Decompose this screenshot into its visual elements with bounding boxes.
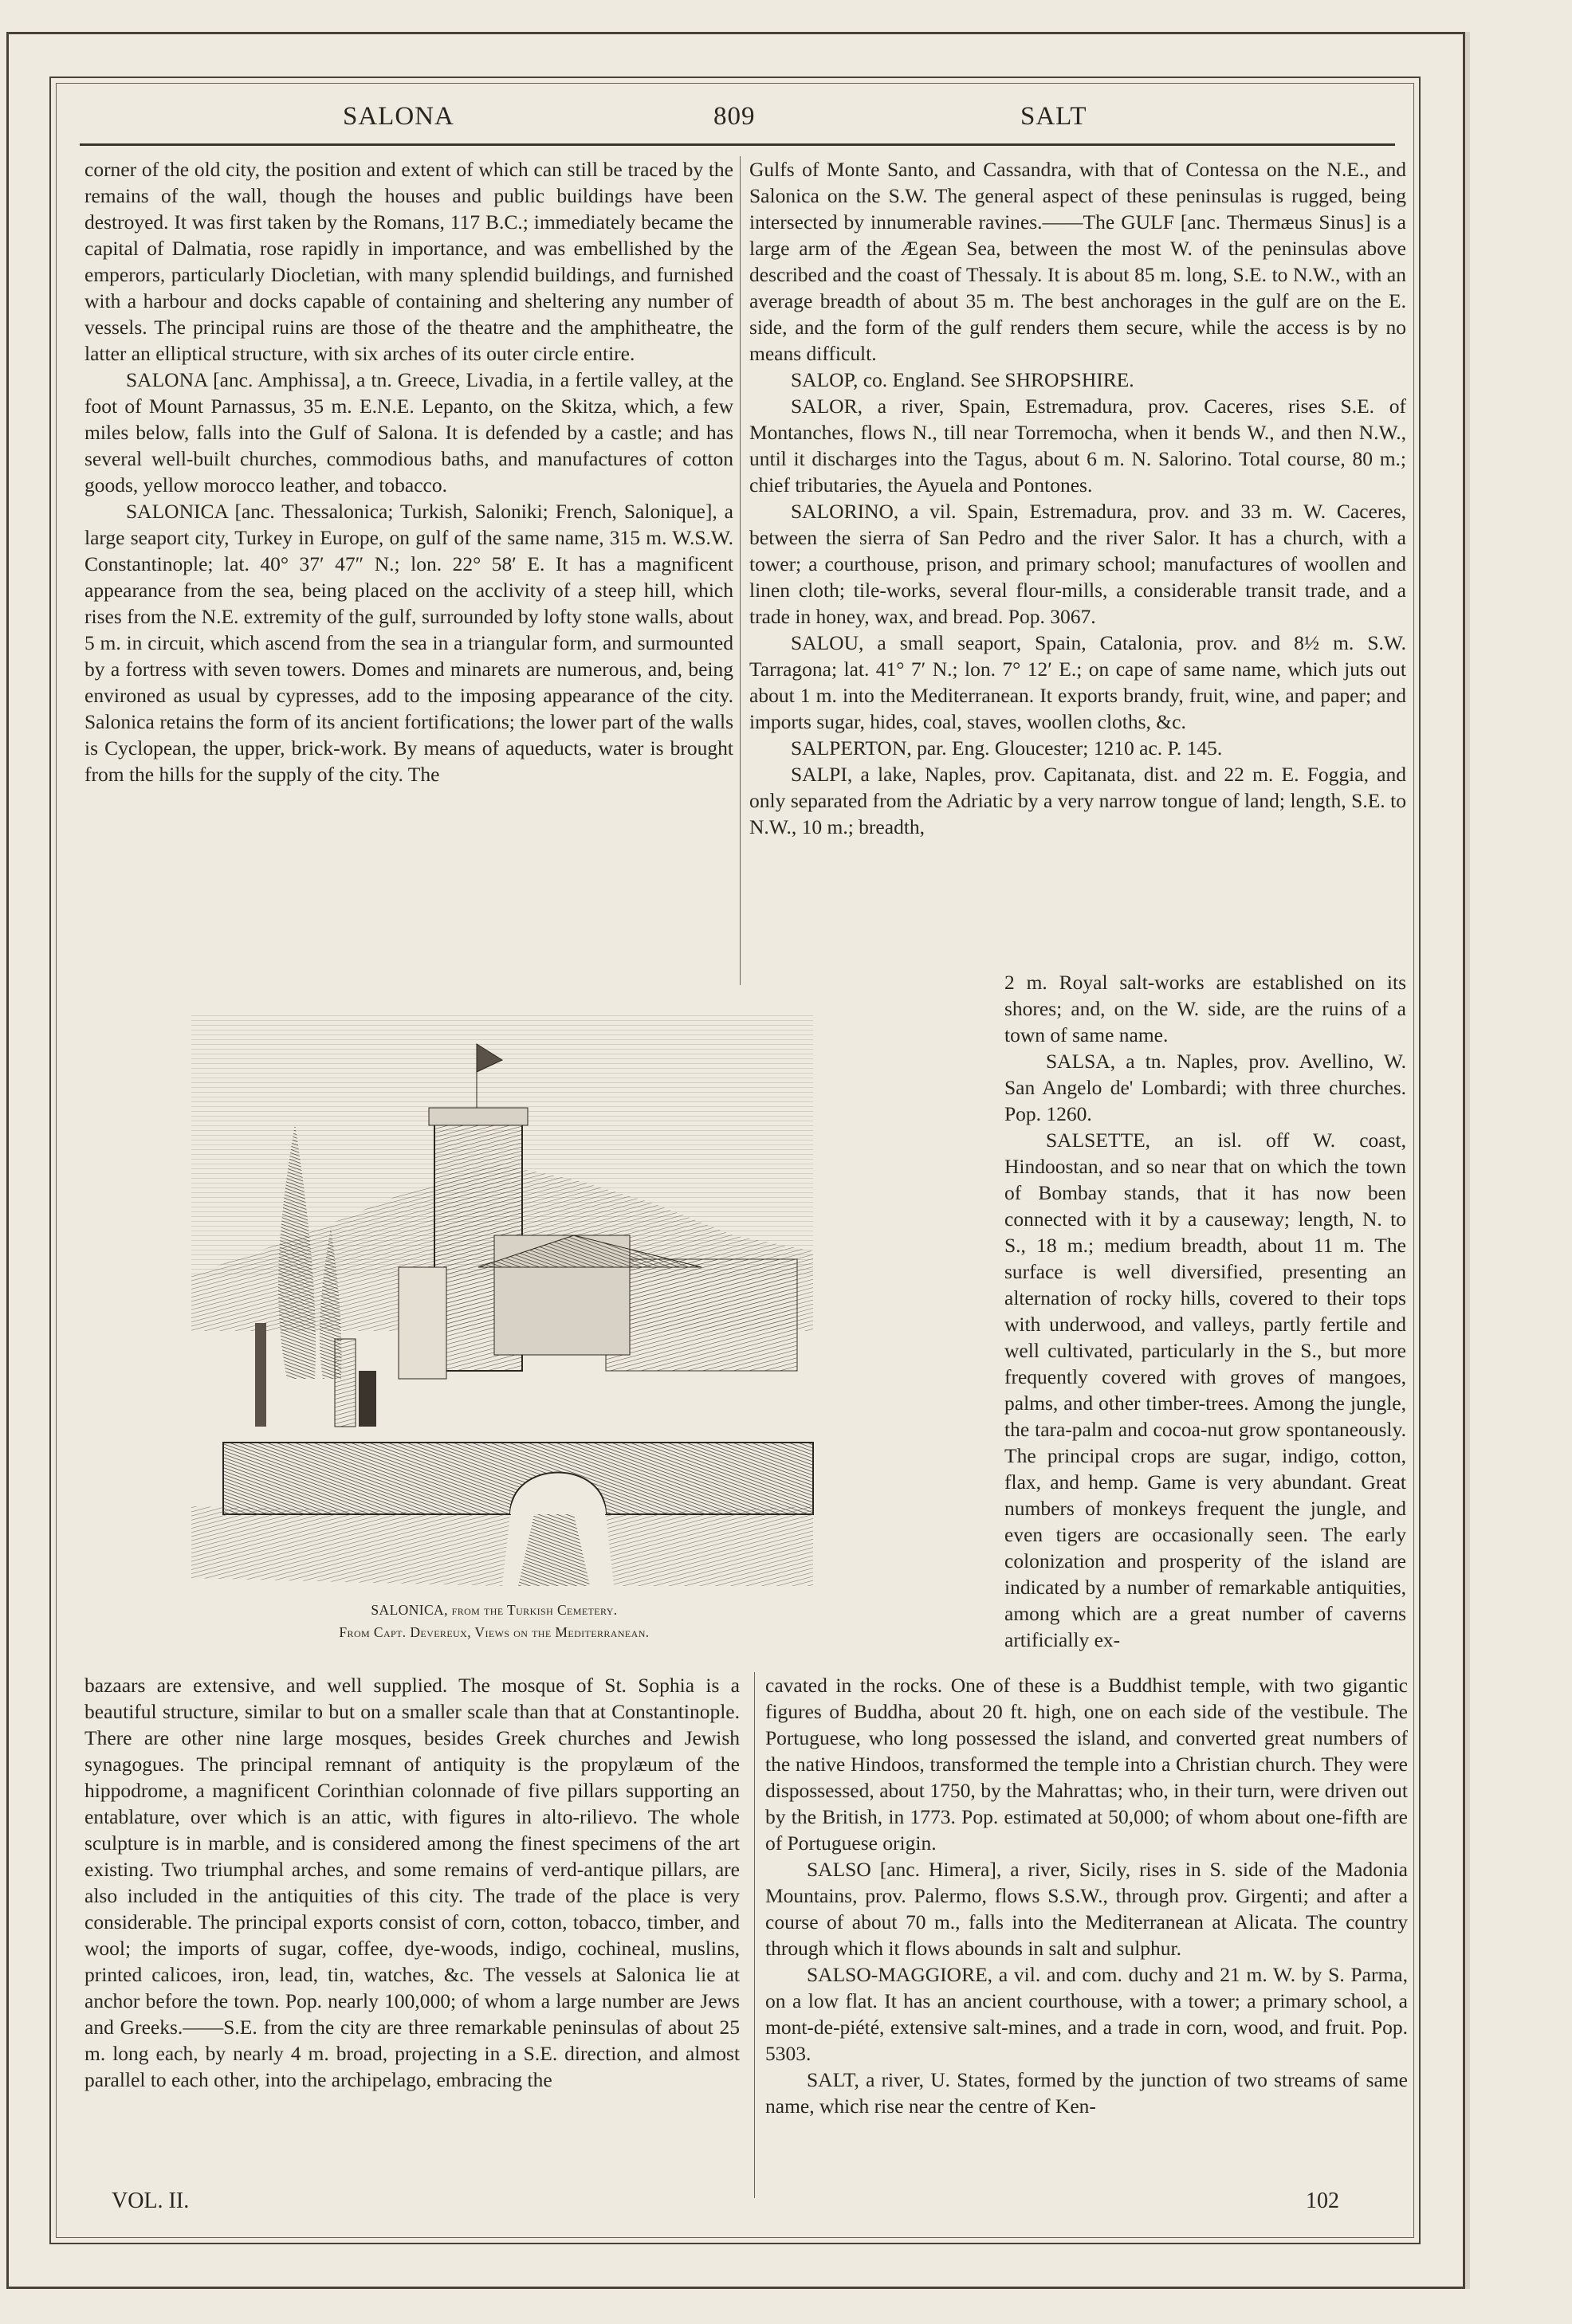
entry-salor: SALOR, a river, Spain, Estremadura, prov. Caceres, rises S.E. of Montanches, flows N., till near Torremocha, when it bends W., and then N.W., until it discharges into the Tagus, about 6 m. N. Salorino. Total course, 80 m.; chief tributaries, the Ayuela and Pontones. — [749, 395, 1406, 497]
left-column-bottom — [84, 1672, 740, 2198]
entry-salsa: SALSA, a tn. Naples, prov. Avellino, W. San Angelo de' Lombardi; with three churches. Pop. 1260. — [1004, 1050, 1406, 1125]
header-last-entry: SALT — [1020, 102, 1087, 131]
header-rule — [80, 143, 1395, 146]
text-paragraph: Gulfs of Monte Santo, and Cassandra, with that of Contessa on the N.E., and Salonica on the S.W. The general aspect of these peninsulas is rugged, being intersected by innumerable ravines.——The GULF [anc. Thermæus Sinus] is a large arm of the Ægean Sea, between the most W. of the peninsulas above described and the coast of Thessaly. It is about 85 m. long, S.E. to N.W., with an average breadth of about 35 m. The best anchorages in the gulf are on the E. side, and the form of the gulf renders them secure, while the access is by no means difficult. — [749, 158, 1406, 365]
engraving-salonica — [159, 996, 829, 1594]
entry-salso: SALSO [anc. Himera], a river, Sicily, rises in S. side of the Madonia Mountains, prov. Palermo, flows S.S.W., through prov. Girgenti; and after a course of about 70 m., falls into the Mediterranean at Alicata. The country through which it flows abounds in salt and sulphur. — [765, 1858, 1408, 1960]
right-column-top — [749, 156, 1406, 969]
header-first-entry: SALONA — [343, 102, 454, 131]
caption-source: From Capt. Devereux, Views on the Mediterranean. — [339, 1624, 650, 1640]
entry-salop: SALOP, co. England. See SHROPSHIRE. — [791, 368, 1134, 391]
entry-salou: SALOU, a small seaport, Spain, Catalonia, prov. and 8½ m. S.W. Tarragona; lat. 41° 7′ N.; lon. 7° 12′ E.; on cape of same name, which juts out about 1 m. into the Mediterranean. It exports brandy, fruit, wine, and paper; and imports sugar, hides, coal, staves, woollen cloths, &c. — [749, 631, 1406, 733]
entry-salperton: SALPERTON, par. Eng. Gloucester; 1210 ac. P. 145. — [791, 736, 1223, 760]
page-spine-edge — [1465, 32, 1470, 2289]
caption-title: SALONICA, from the Turkish Cemetery. — [371, 1602, 618, 1618]
page-number: 809 — [713, 102, 756, 131]
entry-salt: SALT, a river, U. States, formed by the junction of two streams of same name, which rise near the centre of Ken- — [765, 2068, 1408, 2118]
column-divider-top — [740, 156, 741, 985]
column-divider-bottom — [754, 1672, 755, 2198]
right-column-narrow — [1004, 969, 1406, 1670]
running-header — [80, 102, 1395, 150]
volume-label: VOL. II. — [112, 2189, 190, 2213]
page-footer — [112, 2189, 1339, 2220]
entry-salpi: SALPI, a lake, Naples, prov. Capitanata, dist. and 22 m. E. Foggia, and only separated from the Adriatic by a very narrow tongue of land; length, S.E. to N.W., 10 m.; breadth, — [749, 763, 1406, 838]
illustration-caption — [159, 1599, 829, 1643]
text-paragraph: 2 m. Royal salt-works are established on its shores; and, on the W. side, are the ruins of a town of same name. — [1004, 971, 1406, 1046]
text-paragraph: bazaars are extensive, and well supplied. The mosque of St. Sophia is a beautiful structure, similar to but on a smaller scale than that at Constantinople. There are other nine large mosques, besides Greek churches and Jewish synagogues. The principal remnant of antiquity is the propylæum of the hippodrome, a magnificent Corinthian colonnade of five pillars supporting an entablature, over which is an attic, with figures in alto-rilievo. The whole sculpture is in marble, and is considered among the finest specimens of the art existing. Two triumphal arches, and some remains of verd-antique pillars, are also included in the antiquities of this city. The trade of the place is very considerable. The principal exports consist of corn, cotton, tobacco, timber, and wool; the imports of sugar, coffee, dye-woods, indigo, cochineal, muslins, printed calicoes, iron, lead, tin, watches, &c. The vessels at Salonica lie at anchor before the town. Pop. nearly 100,000; of whom a large number are Jews and Greeks.——S.E. from the city are three remarkable peninsulas of about 25 m. long each, by nearly 4 m. broad, projecting in a S.E. direction, and almost parallel to each other, into the archipelago, embracing the — [84, 1674, 740, 2091]
text-paragraph: corner of the old city, the position and extent of which can still be traced by the remains of the wall, though the houses and public buildings have been destroyed. It was first taken by the Romans, 117 B.C.; immediately became the capital of Dalmatia, rose rapidly in importance, and was embellished by the emperors, particularly Diocletian, with many splendid buildings, and furnished with a harbour and docks capable of containing and sheltering any number of vessels. The principal ruins are those of the theatre and the amphitheatre, the latter an elliptical structure, with six arches of its outer circle entire. — [84, 158, 733, 365]
signature-number: 102 — [1306, 2189, 1339, 2213]
right-column-bottom — [765, 1672, 1408, 2198]
entry-salso-maggiore: SALSO-MAGGIORE, a vil. and com. duchy and 21 m. W. by S. Parma, on a low flat. It has an ancient courthouse, with a tower; a primary school, a mont-de-piété, extensive salt-mines, and a trade in corn, wood, and fruit. Pop. 5303. — [765, 1963, 1408, 2065]
entry-salona: SALONA [anc. Amphissa], a tn. Greece, Livadia, in a fertile valley, at the foot of Mount Parnassus, 35 m. E.N.E. Lepanto, on the Skitza, which, a few miles below, falls into the Gulf of Salona. It is defended by a castle; and has several well-built churches, commodious baths, and manufactures of cotton goods, yellow morocco leather, and tobacco. — [84, 368, 733, 497]
entry-salsette: SALSETTE, an isl. off W. coast, Hindoostan, and so near that on which the town of Bombay stands, that it has now been connected with it by a causeway; length, N. to S., 18 m.; medium breadth, about 11 m. The surface is well diversified, presenting an alternation of rocky hills, covered to their tops with underwood, and valleys, partly fertile and well cultivated, particularly in the S., but more frequently covered with groves of mangoes, palms, and other timber-trees. Among the jungle, the tara-palm and cocoa-nut grow spontaneously. The principal crops are sugar, indigo, cotton, flax, and hemp. Game is very abundant. Great numbers of monkeys frequent the jungle, and even tigers are occasionally seen. The early colonization and prosperity of the island are indicated by a number of remarkable antiquities, among which are a great number of caverns artificially ex- — [1004, 1129, 1406, 1651]
entry-salorino: SALORINO, a vil. Spain, Estremadura, prov. and 33 m. W. Caceres, between the sierra of San Pedro and the river Salor. It has a church, with a tower; a courthouse, prison, and primary school; manufactures of woollen and linen cloth; tile-works, several flour-mills, a considerable transit trade, and a trade in honey, wax, and bread. Pop. 3067. — [749, 500, 1406, 628]
entry-salonica: SALONICA [anc. Thessalonica; Turkish, Saloniki; French, Salonique], a large seaport city, Turkey in Europe, on gulf of the same name, 315 m. W.S.W. Constantinople; lat. 40° 37′ 47″ N.; lon. 22° 58′ E. It has a magnificent appearance from the sea, being placed on the acclivity of a steep hill, which rises from the N.E. extremity of the gulf, surrounded by lofty stone walls, about 5 m. in circuit, which ascend from the sea in a triangular form, and surmounted by a fortress with seven towers. Domes and minarets are numerous, and, being environed as usual by cypresses, add to the imposing appearance of the city. Salonica retains the form of its ancient fortifications; the lower part of the walls is Cyclopean, the upper, brick-work. By means of aqueducts, water is brought from the hills for the supply of the city. The — [84, 500, 733, 786]
text-paragraph: cavated in the rocks. One of these is a Buddhist temple, with two gigantic figures of Buddha, about 20 ft. high, one on each side of the vestibule. The Portuguese, who long possessed the island, and converted great numbers of the native Hindoos, transformed the temple into a Christian church. They were dispossessed, about 1750, by the Mahrattas; who, in their turn, were driven out by the British, in 1773. Pop. estimated at 50,000; of whom about one-fifth are of Portuguese origin. — [765, 1674, 1408, 1855]
left-column-top — [84, 156, 733, 969]
